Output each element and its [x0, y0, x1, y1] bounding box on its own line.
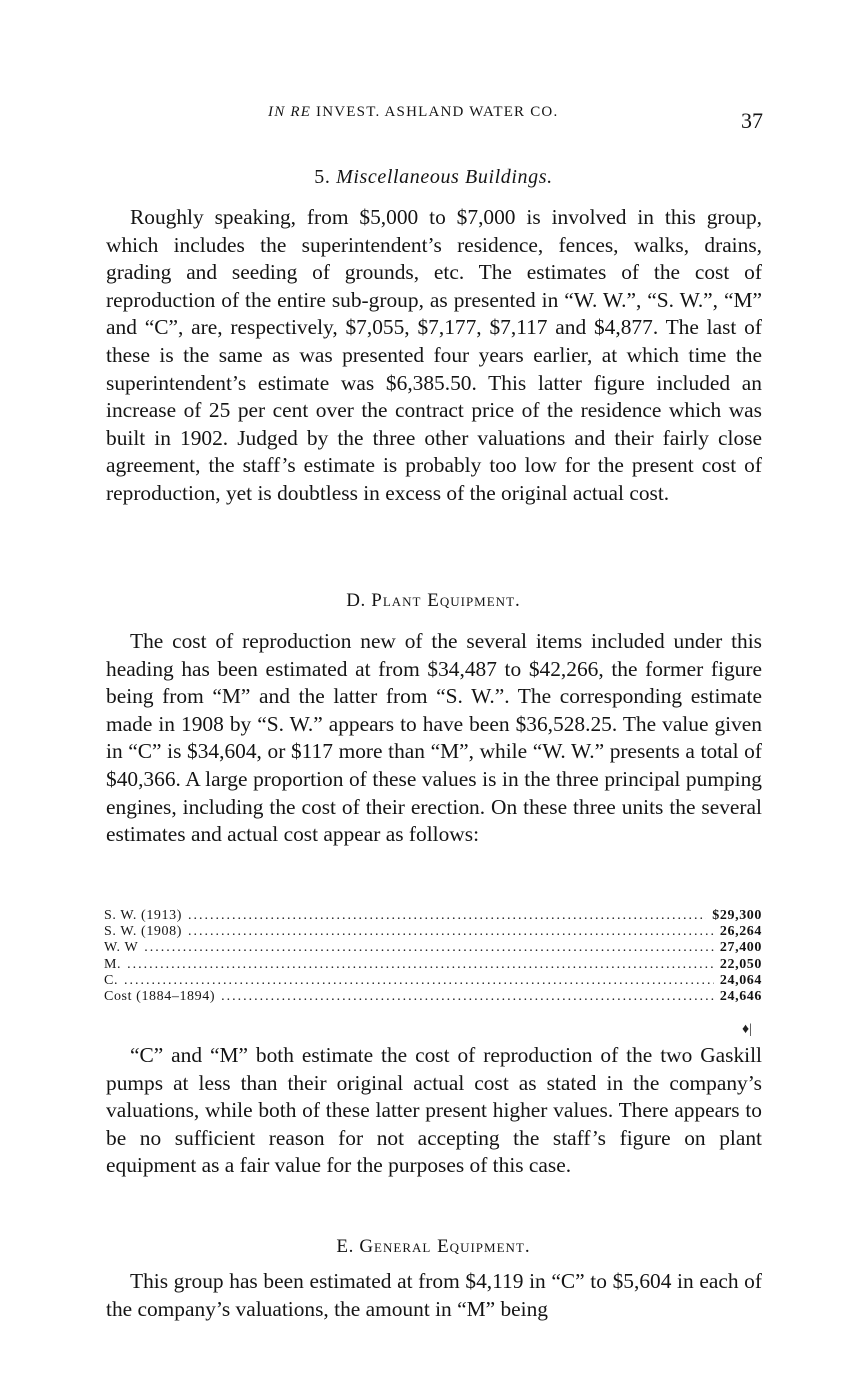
- row-label: S. W. (1908): [104, 924, 182, 940]
- row-value: 24,646: [719, 988, 762, 1004]
- running-title: [268, 104, 558, 121]
- row-value: 22,050: [719, 956, 762, 972]
- table-row: [104, 989, 762, 1005]
- running-title-rest: INVEST. ASHLAND WATER CO.: [316, 104, 559, 120]
- printer-mark-icon: ♦|: [742, 1022, 752, 1037]
- running-title-italic: IN RE: [268, 104, 312, 120]
- row-label: S. W. (1913): [104, 908, 182, 923]
- heading-general-equipment: [0, 1236, 867, 1258]
- paragraph-general-equipment: This group has been estimated at from $4,119 in “C” to $5,604 in each of the company’s valuations, the amount in “M” being: [106, 1269, 762, 1321]
- dot-leader: [127, 957, 714, 973]
- row-value: 27,400: [719, 940, 762, 956]
- dot-leader: [144, 940, 714, 956]
- heading-miscellaneous-buildings: [0, 166, 867, 189]
- paragraph-gaskill-pumps: “C” and “M” both estimate the cost of reproduction of the two Gaskill pumps at less than their original actual cost as stated in the company’s valuations, while both of these latter present higher values. There appears to be no sufficient reason for not accepting the staff’s figure on plant equipment as a fair value for the purposes of this case.: [106, 1043, 762, 1178]
- row-value: $29,300: [712, 908, 762, 923]
- heading-title: Plant Equipment.: [371, 590, 521, 611]
- dot-leader: [124, 973, 714, 989]
- table-row: [104, 957, 762, 973]
- paragraph-miscellaneous-buildings: Roughly speaking, from $5,000 to $7,000 is involved in this group, which includes the superintendent’s residence, fences, walks, drains, grading and seeding of grounds, etc. The estimates of the cost of reproduction of the entire sub-group, as presented in “W. W.”, “S. W.”, “M” and “C”, are, respectively, $7,055, $7,177, $7,117 and $4,877. The last of these is the same as was presented four years earlier, at which time the superintendent’s estimate was $6,385.50. This latter figure included an increase of 25 per cent over the contract price of the residence which was built in 1902. Judged by the three other valuations and their fairly close agreement, the staff’s estimate is probably too low for the present cost of reproduction, yet is doubtless in excess of the original actual cost.: [106, 205, 762, 505]
- row-label: Cost (1884–1894): [104, 988, 216, 1004]
- heading-letter: E.: [336, 1236, 354, 1257]
- pumping-engine-cost-table: [104, 908, 762, 1005]
- table-row: [104, 973, 762, 989]
- page-number: 37: [741, 108, 763, 133]
- heading-number: 5.: [314, 166, 331, 188]
- row-value: 24,064: [719, 972, 762, 988]
- table-row: [104, 924, 762, 940]
- dot-leader: [221, 989, 714, 1005]
- heading-title: Miscellaneous Buildings.: [336, 166, 553, 188]
- heading-title: General Equipment.: [359, 1236, 531, 1257]
- table-row: [104, 908, 762, 924]
- running-head: [0, 104, 867, 133]
- row-label: C.: [104, 972, 119, 988]
- dot-leader: [188, 924, 714, 940]
- row-label: W. W: [104, 940, 139, 956]
- heading-letter: D.: [346, 590, 366, 611]
- row-value: 26,264: [719, 924, 762, 940]
- row-label: M.: [104, 956, 122, 972]
- heading-plant-equipment: [0, 590, 867, 612]
- dot-leader: [188, 908, 706, 924]
- paragraph-plant-equipment: The cost of reproduction new of the several items included under this heading has been estimated at from $34,487 to $42,266, the former figure being from “M” and the latter from “S. W.”. The corresponding estimate made in 1908 by “S. W.” appears to have been $36,528.25. The value given in “C” is $34,604, or $117 more than “M”, while “W. W.” presents a total of $40,366. A large proportion of these values is in the three principal pumping engines, including the cost of their erection. On these three units the several estimates and actual cost appear as follows:: [106, 629, 762, 847]
- table-row: [104, 940, 762, 956]
